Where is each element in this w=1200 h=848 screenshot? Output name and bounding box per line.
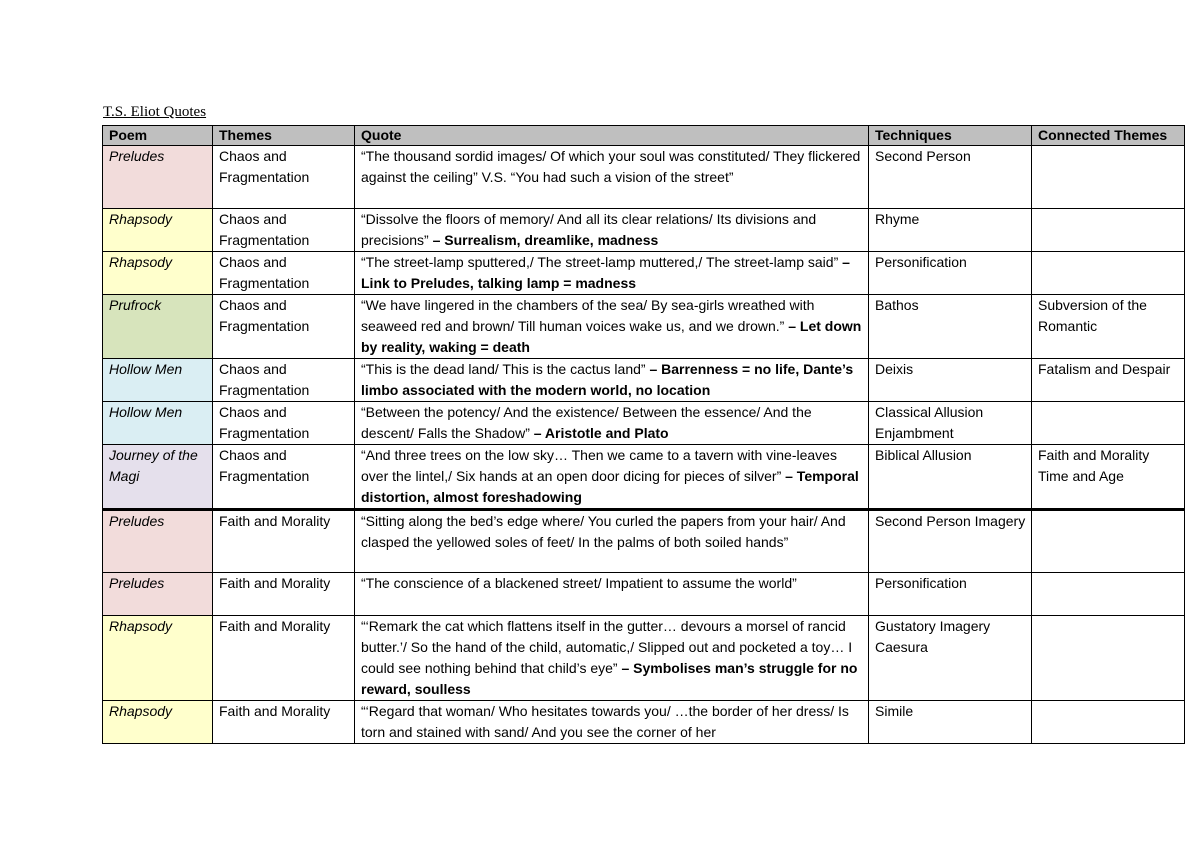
themes-cell: Chaos and Fragmentation xyxy=(213,209,355,252)
connected-themes-cell xyxy=(1032,252,1185,295)
quote-cell xyxy=(355,616,869,701)
poem-cell: Hollow Men xyxy=(103,402,213,445)
quote-text: “We have lingered in the chambers of the sea/ By sea-girls wreathed with seaweed red and brown/ Till human voices wake us, and we drown.” xyxy=(361,297,815,334)
connected-themes-cell: Faith and Morality Time and Age xyxy=(1032,445,1185,510)
connected-themes-cell xyxy=(1032,402,1185,445)
themes-cell: Chaos and Fragmentation xyxy=(213,402,355,445)
quote-text: “‘Regard that woman/ Who hesitates towards you/ …the border of her dress/ Is torn and stained with sand/ And you see the corner of her xyxy=(361,703,849,740)
poem-cell: Preludes xyxy=(103,146,213,209)
quote-comment: – Let down by reality, waking = death xyxy=(361,318,862,355)
quote-text: “The conscience of a blackened street/ Impatient to assume the world” xyxy=(361,575,797,591)
connected-themes-cell: Fatalism and Despair xyxy=(1032,359,1185,402)
poem-cell: Rhapsody xyxy=(103,701,213,744)
header-techniques: Techniques xyxy=(869,126,1032,146)
connected-themes-cell xyxy=(1032,701,1185,744)
techniques-cell: Deixis xyxy=(869,359,1032,402)
quote-text: “‘Remark the cat which flattens itself in the gutter… devours a morsel of rancid butter.’/ So the hand of the child, automatic,/ Slipped out and pocketed a toy… I could see nothing behind that child’s eye” xyxy=(361,618,853,676)
table-row xyxy=(103,402,1185,445)
quote-cell xyxy=(355,359,869,402)
header-connected-themes: Connected Themes xyxy=(1032,126,1185,146)
quote-cell xyxy=(355,252,869,295)
connected-themes-cell: Subversion of the Romantic xyxy=(1032,295,1185,359)
techniques-cell: Biblical Allusion xyxy=(869,445,1032,510)
table-row xyxy=(103,701,1185,744)
quote-comment: – Barrenness = no life, Dante’s limbo associated with the modern world, no location xyxy=(361,361,854,398)
quote-cell xyxy=(355,573,869,616)
themes-cell: Chaos and Fragmentation xyxy=(213,252,355,295)
themes-cell: Chaos and Fragmentation xyxy=(213,295,355,359)
quote-comment: – Surrealism, dreamlike, madness xyxy=(428,232,659,248)
header-quote: Quote xyxy=(355,126,869,146)
quote-cell xyxy=(355,701,869,744)
poem-cell: Preludes xyxy=(103,510,213,573)
quote-cell xyxy=(355,146,869,209)
techniques-cell: Personification xyxy=(869,573,1032,616)
poem-cell: Rhapsody xyxy=(103,252,213,295)
quote-comment: – Aristotle and Plato xyxy=(529,425,669,441)
themes-cell: Faith and Morality xyxy=(213,510,355,573)
quote-text: “Between the potency/ And the existence/ Between the essence/ And the descent/ Falls the Shadow” xyxy=(361,404,812,441)
techniques-cell: Simile xyxy=(869,701,1032,744)
quote-cell xyxy=(355,209,869,252)
document-title: T.S. Eliot Quotes xyxy=(103,104,207,120)
poem-cell: Hollow Men xyxy=(103,359,213,402)
header-themes: Themes xyxy=(213,126,355,146)
table-row xyxy=(103,510,1185,573)
quote-comment: – Symbolises man’s struggle for no reward, soulless xyxy=(361,660,858,697)
quote-text: “And three trees on the low sky… Then we came to a tavern with vine-leaves over the lintel,/ Six hands at an open door dicing for pieces of silver” xyxy=(361,447,837,484)
quote-comment: – Link to Preludes, talking lamp = madness xyxy=(361,254,850,291)
quote-text: “Sitting along the bed’s edge where/ You curled the papers from your hair/ And clasped the yellowed soles of feet/ In the palms of both soiled hands” xyxy=(361,513,846,550)
poem-cell: Preludes xyxy=(103,573,213,616)
poem-cell: Prufrock xyxy=(103,295,213,359)
techniques-cell: Rhyme xyxy=(869,209,1032,252)
connected-themes-cell xyxy=(1032,146,1185,209)
table-row xyxy=(103,252,1185,295)
quote-text: “The thousand sordid images/ Of which your soul was constituted/ They flickered against the ceiling” V.S. “You had such a vision of the street” xyxy=(361,148,861,185)
connected-themes-cell xyxy=(1032,616,1185,701)
themes-cell: Faith and Morality xyxy=(213,616,355,701)
table-row xyxy=(103,209,1185,252)
quote-cell xyxy=(355,402,869,445)
quote-text: “The street-lamp sputtered,/ The street-lamp muttered,/ The street-lamp said” xyxy=(361,254,839,270)
techniques-cell: Personification xyxy=(869,252,1032,295)
techniques-cell: Second Person xyxy=(869,146,1032,209)
techniques-cell: Bathos xyxy=(869,295,1032,359)
themes-cell: Chaos and Fragmentation xyxy=(213,359,355,402)
quote-text: “Dissolve the floors of memory/ And all its clear relations/ Its divisions and precisions” xyxy=(361,211,817,248)
techniques-cell: Second Person Imagery xyxy=(869,510,1032,573)
poem-cell: Rhapsody xyxy=(103,209,213,252)
header-row xyxy=(103,126,1185,146)
quote-cell xyxy=(355,445,869,510)
themes-cell: Faith and Morality xyxy=(213,573,355,616)
header-poem: Poem xyxy=(103,126,213,146)
quote-text: “This is the dead land/ This is the cactus land” xyxy=(361,361,646,377)
table-row xyxy=(103,445,1185,510)
themes-cell: Faith and Morality xyxy=(213,701,355,744)
techniques-cell: Classical Allusion Enjambment xyxy=(869,402,1032,445)
connected-themes-cell xyxy=(1032,510,1185,573)
techniques-cell: Gustatory Imagery Caesura xyxy=(869,616,1032,701)
table-row xyxy=(103,146,1185,209)
quote-comment: – Temporal distortion, almost foreshadowing xyxy=(361,468,859,505)
quote-cell xyxy=(355,510,869,573)
table-row xyxy=(103,295,1185,359)
quotes-table xyxy=(102,125,1185,744)
poem-cell: Journey of the Magi xyxy=(103,445,213,510)
connected-themes-cell xyxy=(1032,209,1185,252)
poem-cell: Rhapsody xyxy=(103,616,213,701)
connected-themes-cell xyxy=(1032,573,1185,616)
themes-cell: Chaos and Fragmentation xyxy=(213,146,355,209)
themes-cell: Chaos and Fragmentation xyxy=(213,445,355,510)
quote-cell xyxy=(355,295,869,359)
table-row xyxy=(103,573,1185,616)
table-row xyxy=(103,359,1185,402)
table-row xyxy=(103,616,1185,701)
